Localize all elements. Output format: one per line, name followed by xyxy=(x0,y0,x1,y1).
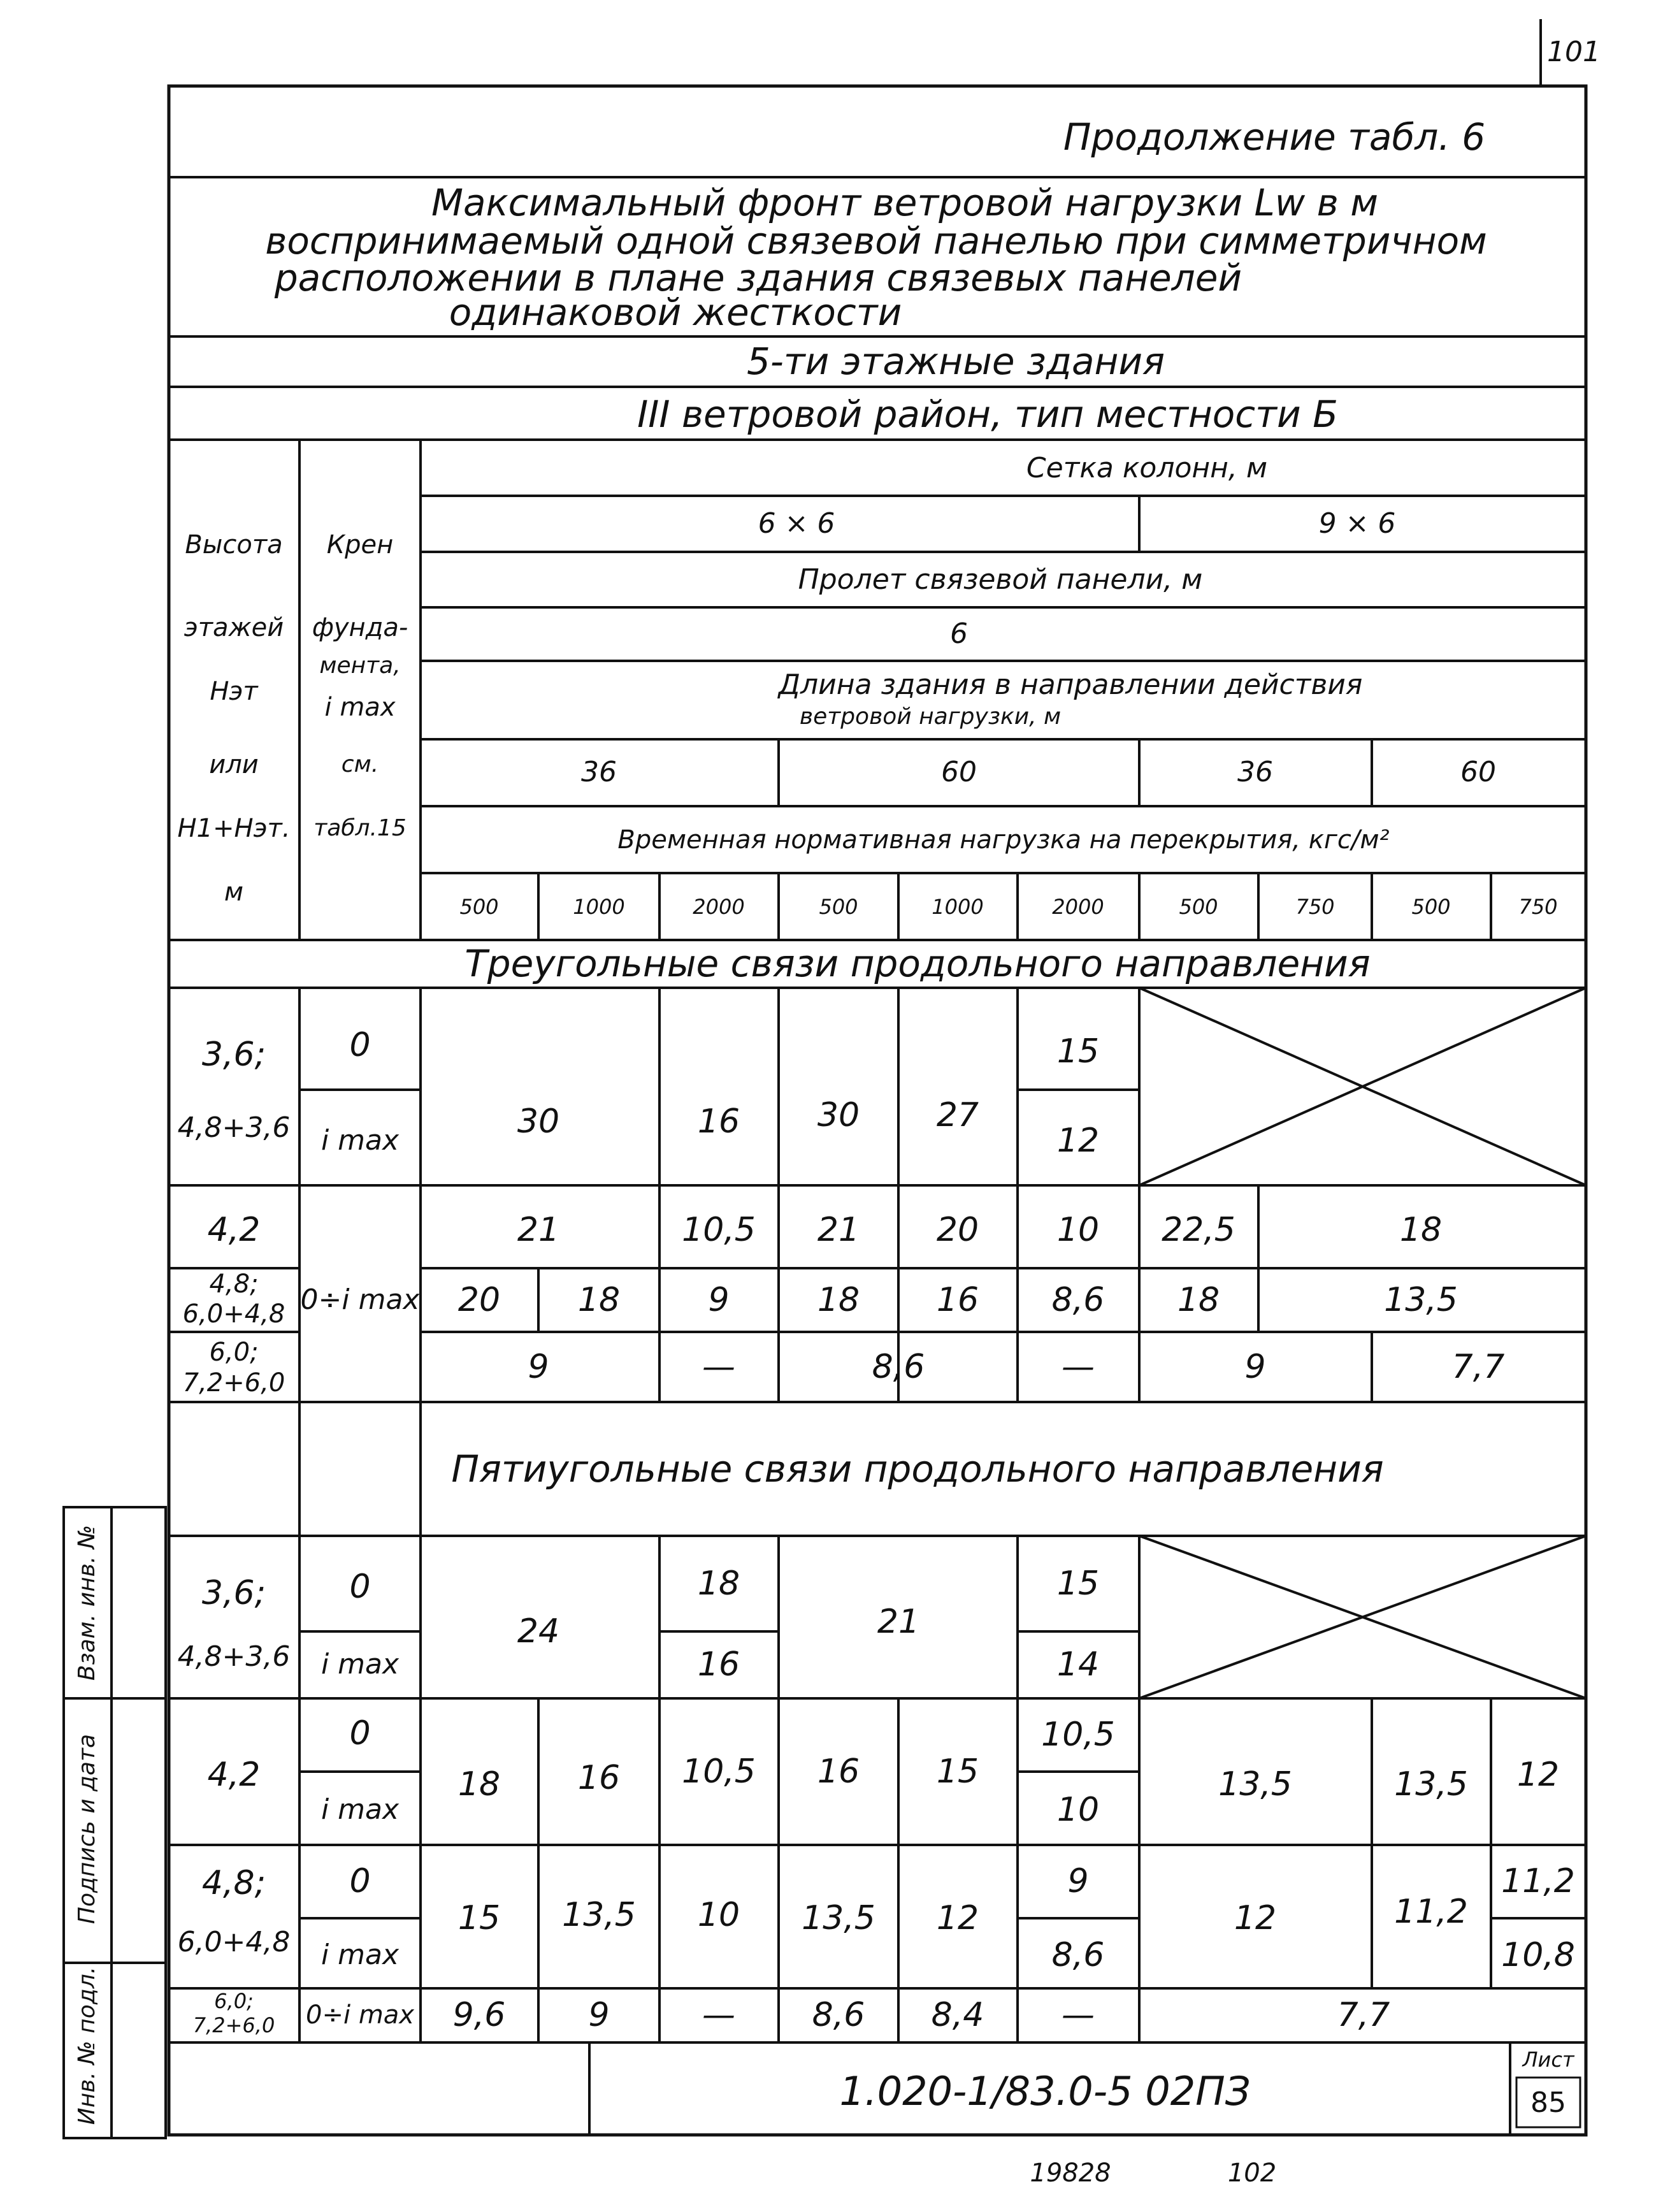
s1-tilt-range: 0÷i max xyxy=(300,1283,420,1316)
span-value: 6 xyxy=(950,618,968,650)
s2-r3-height-2: 6,0+4,8 xyxy=(177,1926,291,1958)
col-tilt-label-3: мента, xyxy=(319,653,401,679)
length-60-b: 60 xyxy=(1460,756,1496,788)
col-height-label-4: или xyxy=(209,750,259,779)
s1-r3-v1: 20 xyxy=(457,1281,501,1319)
s1-r2-v5: 10 xyxy=(1056,1211,1100,1249)
s2-r4-v1: 9,6 xyxy=(452,1996,506,2034)
s1-r2-height: 4,2 xyxy=(207,1211,261,1249)
page-number: 101 xyxy=(1547,36,1601,68)
s2-r2-tilt-1: 0 xyxy=(349,1714,371,1753)
s2-r3-tilt-2: i max xyxy=(320,1939,400,1971)
side-stamp-inventory: Инв. № подл. xyxy=(74,1966,100,2125)
s1-r2-v1: 21 xyxy=(517,1211,560,1249)
s1-r4-v4: — xyxy=(1062,1348,1095,1386)
footer-left-number: 19828 xyxy=(1030,2158,1111,2188)
side-stamp-replacement: Взам. инв. № xyxy=(74,1524,100,1681)
length-36-b: 36 xyxy=(1237,756,1273,788)
s2-r4-v5: 8,4 xyxy=(931,1996,984,2034)
length-title-2: ветровой нагрузки, м xyxy=(799,704,1062,730)
s1-r3-v8: 13,5 xyxy=(1384,1281,1458,1319)
col-height-label-6: м xyxy=(224,878,244,907)
s2-r3-v5: 12 xyxy=(936,1899,979,1937)
s2-r4-height-2: 7,2+6,0 xyxy=(192,2013,275,2037)
col-height-label-5: H1+Hэт. xyxy=(177,814,291,843)
s2-r3-v2: 13,5 xyxy=(562,1896,636,1934)
s2-r1-tilt-1: 0 xyxy=(349,1568,371,1606)
grid-title: Сетка колонн, м xyxy=(1026,452,1268,484)
s2-r3-v11: 10,8 xyxy=(1501,1936,1575,1974)
heading-line-1: Максимальный фронт ветровой нагрузки Lw в м xyxy=(431,181,1379,224)
s2-r1-v2: 18 xyxy=(697,1565,740,1603)
s1-r3-v3: 9 xyxy=(708,1281,730,1319)
s1-r1-v4: 27 xyxy=(936,1096,979,1134)
s1-r3-v4: 18 xyxy=(817,1281,860,1319)
s2-r1-v6: 14 xyxy=(1056,1645,1100,1684)
s2-r2-v7: 10 xyxy=(1056,1791,1100,1829)
s1-r4-height-2: 7,2+6,0 xyxy=(182,1368,285,1398)
section1-title: Треугольные связи продольного направления xyxy=(464,942,1371,985)
s2-r2-v4: 16 xyxy=(817,1753,860,1791)
heading-line-4: одинаковой жесткости xyxy=(449,291,902,334)
s2-r4-height-1: 6,0; xyxy=(214,1989,254,2013)
s1-r3-v7: 18 xyxy=(1177,1281,1220,1319)
s2-r3-tilt-1: 0 xyxy=(349,1862,371,1900)
s2-r3-v4: 13,5 xyxy=(802,1899,875,1937)
s2-r2-v3: 10,5 xyxy=(682,1753,756,1791)
s2-r4-v6: — xyxy=(1062,1996,1095,2034)
grid-6x6: 6 × 6 xyxy=(758,507,835,540)
s2-r2-v5: 15 xyxy=(936,1753,979,1791)
s2-r3-height-1: 4,8; xyxy=(201,1864,266,1902)
load-value-5: 1000 xyxy=(932,895,984,919)
sheet-number: 85 xyxy=(1530,2086,1566,2119)
s2-r4-v3: — xyxy=(702,1996,735,2034)
s1-r2-v2: 10,5 xyxy=(682,1211,756,1249)
s1-r4-v1: 9 xyxy=(528,1348,549,1386)
s2-r2-tilt-2: i max xyxy=(320,1793,400,1826)
s2-r2-v10: 12 xyxy=(1516,1756,1560,1794)
load-value-1: 500 xyxy=(459,895,499,919)
s1-r1-height-1: 3,6; xyxy=(201,1036,266,1074)
load-value-7: 500 xyxy=(1179,895,1218,919)
footer-right-number: 102 xyxy=(1227,2158,1277,2188)
length-60-a: 60 xyxy=(941,756,977,788)
load-value-4: 500 xyxy=(819,895,858,919)
s1-r2-v4: 20 xyxy=(936,1211,979,1249)
heading-line-2: воспринимаемый одной связевой панелью при симметричном xyxy=(265,219,1487,263)
s1-r4-v6: 7,7 xyxy=(1451,1348,1505,1386)
grid-9x6: 9 × 6 xyxy=(1318,507,1396,540)
col-tilt-label-2: фунда- xyxy=(312,613,408,642)
s1-r1-v3: 30 xyxy=(817,1096,860,1134)
s2-r4-v4: 8,6 xyxy=(812,1996,865,2034)
s1-r4-v5: 9 xyxy=(1244,1348,1266,1386)
s1-r1-tilt-1: 0 xyxy=(349,1026,371,1064)
s2-r1-tilt-2: i max xyxy=(320,1648,400,1681)
s2-r2-v6: 10,5 xyxy=(1041,1716,1115,1754)
s2-r1-height-1: 3,6; xyxy=(201,1574,266,1612)
col-height-label-2: этажей xyxy=(184,613,284,642)
s1-r4-height-1: 6,0; xyxy=(209,1338,259,1367)
s2-r3-v3: 10 xyxy=(697,1896,740,1934)
s1-r3-height-2: 6,0+4,8 xyxy=(182,1299,285,1329)
col-tilt-label-1: Крен xyxy=(326,530,394,560)
s1-r1-v6: 12 xyxy=(1056,1122,1100,1160)
col-tilt-label-6: табл.15 xyxy=(313,815,407,841)
subtitle-wind: III ветровой район, тип местности Б xyxy=(637,393,1338,436)
load-value-2: 1000 xyxy=(573,895,625,919)
load-value-9: 500 xyxy=(1411,895,1451,919)
load-value-6: 2000 xyxy=(1052,895,1104,919)
s1-r1-v1: 30 xyxy=(517,1102,560,1141)
heading-line-3: расположении в плане здания связевых панелей xyxy=(274,256,1242,300)
s1-r1-height-2: 4,8+3,6 xyxy=(177,1111,291,1144)
s2-r3-v8: 12 xyxy=(1234,1899,1277,1937)
s1-r3-v6: 8,6 xyxy=(1051,1281,1105,1319)
s2-r3-v9: 11,2 xyxy=(1394,1893,1468,1931)
s2-r3-v7: 8,6 xyxy=(1051,1936,1105,1974)
s2-r4-v7: 7,7 xyxy=(1337,1996,1390,2034)
s2-r1-v4: 21 xyxy=(877,1603,920,1641)
load-value-8: 750 xyxy=(1295,895,1335,919)
sheet-label: Лист xyxy=(1522,2048,1574,2072)
s1-r3-v2: 18 xyxy=(577,1281,621,1319)
span-title: Пролет связевой панели, м xyxy=(798,563,1203,596)
document-code: 1.020-1/83.0-5 02ПЗ xyxy=(839,2068,1251,2114)
col-height-label-1: Высота xyxy=(185,530,283,560)
s2-r1-height-2: 4,8+3,6 xyxy=(177,1640,291,1673)
s2-r2-v1: 18 xyxy=(457,1765,501,1804)
side-stamp-signature: Подпись и дата xyxy=(74,1733,100,1925)
s1-r4-v2: — xyxy=(702,1348,735,1386)
s1-r2-v7: 18 xyxy=(1399,1211,1443,1249)
load-value-3: 2000 xyxy=(693,895,745,919)
s1-r2-v3: 21 xyxy=(817,1211,860,1249)
s2-r2-height: 4,2 xyxy=(207,1756,261,1794)
continuation-label: Продолжение табл. 6 xyxy=(1063,115,1486,159)
s2-r2-v9: 13,5 xyxy=(1394,1765,1468,1804)
s2-r4-tilt: 0÷i max xyxy=(306,2000,414,2030)
s1-r2-v6: 22,5 xyxy=(1162,1211,1235,1249)
s1-r4-v3: 8,6 xyxy=(872,1348,925,1386)
s2-r3-v10: 11,2 xyxy=(1501,1862,1575,1900)
s1-r3-v5: 16 xyxy=(936,1281,979,1319)
subtitle-floors: 5-ти этажные здания xyxy=(747,340,1165,383)
s2-r3-v6: 9 xyxy=(1067,1862,1089,1900)
s2-r1-v5: 15 xyxy=(1056,1565,1100,1603)
s1-r3-height-1: 4,8; xyxy=(209,1269,259,1299)
s1-r1-tilt-2: i max xyxy=(320,1124,400,1157)
s2-r2-v8: 13,5 xyxy=(1218,1765,1292,1804)
s2-r2-v2: 16 xyxy=(577,1759,621,1797)
s2-r1-v1: 24 xyxy=(517,1612,560,1651)
col-height-label-3: Hэт xyxy=(210,677,258,706)
s1-r1-v5: 15 xyxy=(1056,1032,1100,1071)
s2-r3-v1: 15 xyxy=(457,1899,501,1937)
load-value-10: 750 xyxy=(1518,895,1558,919)
col-tilt-label-5: см. xyxy=(341,751,379,777)
section2-title: Пятиугольные связи продольного направления xyxy=(451,1447,1384,1491)
length-36-a: 36 xyxy=(581,756,617,788)
s2-r1-v3: 16 xyxy=(697,1645,740,1684)
s1-r1-v2: 16 xyxy=(697,1102,740,1141)
length-title-1: Длина здания в направлении действия xyxy=(778,669,1363,701)
load-title: Временная нормативная нагрузка на перекрытия, кгс/м² xyxy=(617,825,1390,855)
col-tilt-label-4: i max xyxy=(324,693,396,722)
s2-r4-v2: 9 xyxy=(588,1996,610,2034)
